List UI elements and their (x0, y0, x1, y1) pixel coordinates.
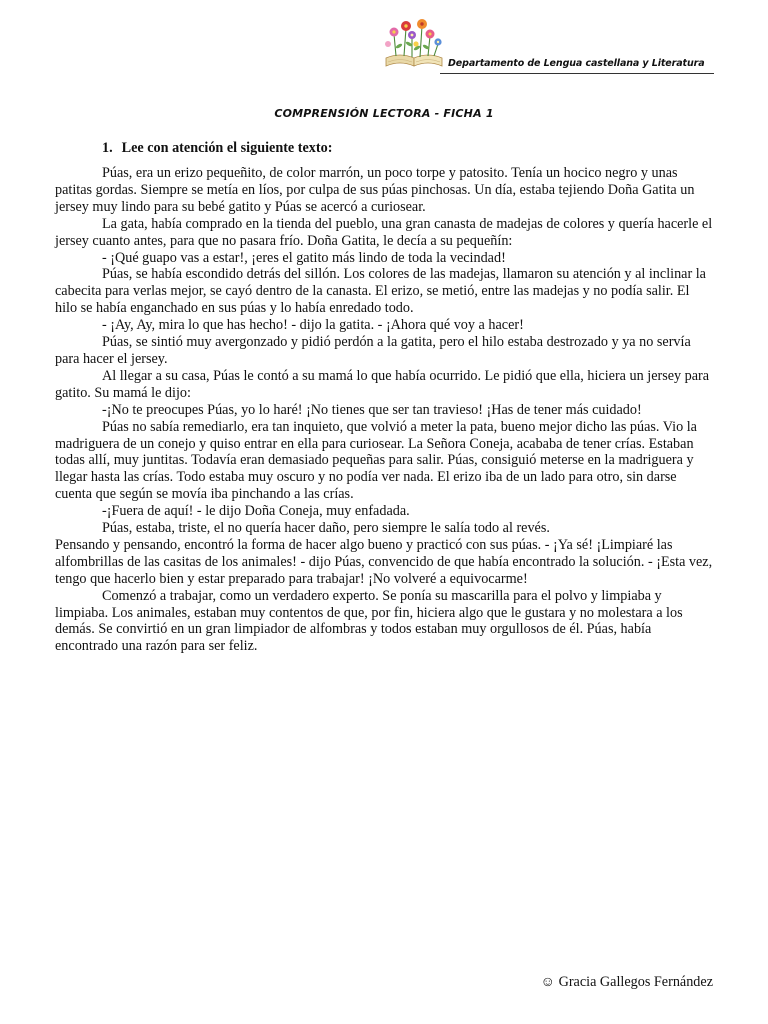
worksheet-title: COMPRENSIÓN LECTORA - FICHA 1 (274, 107, 494, 120)
department-header: Departamento de Lengua castellana y Literatura (448, 58, 705, 69)
story-paragraph: Púas no sabía remediarlo, era tan inquieto, que volvió a meter la pata, bueno mejor dicho las púas. Vio la madriguera de un conejo y quiso entrar en ella para curiosear. La Señora Coneja, acababa de tener crías. Estaban todas allí, muy juntitas. Todavía eran demasiado pequeñas para salir. Púas, consiguió meterse en la madriguera y llegar hasta las crías. Todo estaba muy oscuro y no podía ver nada. El erizo iba de un lado para otro, sin darse cuenta que según se movía iba pinchando a las crías. (55, 418, 697, 503)
story-paragraph: Al llegar a su casa, Púas le contó a su mamá lo que había ocurrido. Le pidió que ella, hiciera un jersey para gatito. Su mamá le dijo: (55, 367, 710, 401)
flower-book-logo (382, 14, 446, 70)
story-paragraph: La gata, había comprado en la tienda del pueblo, una gran canasta de madejas de colores y quería hacerle el jersey cuanto antes, para que no pasara frío. Doña Gatita, le decía a su pequeñín: (55, 215, 713, 249)
story-paragraph: Púas, se sintió muy avergonzado y pidió perdón a la gatita, pero el hilo estaba destrozado y ya no servía para hacer el jersey. (55, 334, 691, 367)
story-paragraph: Púas, se había escondido detrás del sillón. Los colores de las madejas, llamaron su atención y al inclinar la cabecita para verlas mejor, se cayó dentro de la canasta. El erizo, se metió, entre las madejas y no podía salir. El hilo se había enganchado en sus púas y lo había enredado todo. (55, 266, 706, 317)
story-paragraph: - ¡Ay, Ay, mira lo que has hecho! - dijo la gatita. - ¡Ahora qué voy a hacer! (102, 317, 524, 334)
story-paragraph: -¡No te preocupes Púas, yo lo haré! ¡No tienes que ser tan travieso! ¡Has de tener más cuidado! (102, 401, 642, 418)
header-divider (440, 73, 714, 74)
story-paragraph: -¡Fuera de aquí! - le dijo Doña Coneja, muy enfadada. (102, 503, 410, 520)
story-paragraph: Pensando y pensando, encontró la forma de hacer algo bueno y practicó con sus púas. - ¡Ya sé! ¡Limpiaré las alfombrillas de las casitas de los animales! - dijo Púas, convencido de que había encontrado la solución. - ¡Esta vez, tengo que hacerlo bien y estar preparado para trabajar! ¡No volveré a equivocarme! (55, 536, 713, 587)
story-paragraph: Comenzó a trabajar, como un verdadero experto. Se ponía su mascarilla para el polvo y limpiaba y limpiaba. Los animales, estaban muy contentos de que, por fin, hiciera algo que le gustara y no molestara a los demás. Se convirtió en un gran limpiador de alfombras y todos estaban muy orgullosos de él. Púas, había encontrado una razón para ser feliz. (55, 587, 683, 655)
story-paragraph: - ¡Qué guapo vas a estar!, ¡eres el gatito más lindo de toda la vecindad! (102, 249, 506, 266)
instruction-text: Lee con atención el siguiente texto: (121, 140, 333, 156)
author-credit: ☺ Gracia Gallegos Fernández (540, 974, 713, 990)
story-paragraph: Púas, estaba, triste, el no quería hacer daño, pero siempre le salía todo al revés. (102, 520, 550, 537)
instruction (102, 140, 332, 157)
story-text (55, 163, 715, 655)
story-paragraph: Púas, era un erizo pequeñito, de color marrón, un poco torpe y patosito. Tenía un hocico negro y unas patitas gordas. Siempre se metía en líos, por culpa de sus púas pinchosas. Un día, estaba tejiendo Doña Gatita un jersey muy lindo para su bebé gatito y Púas se acercó a curiosear. (55, 165, 695, 215)
instruction-number: 1. (102, 140, 113, 156)
